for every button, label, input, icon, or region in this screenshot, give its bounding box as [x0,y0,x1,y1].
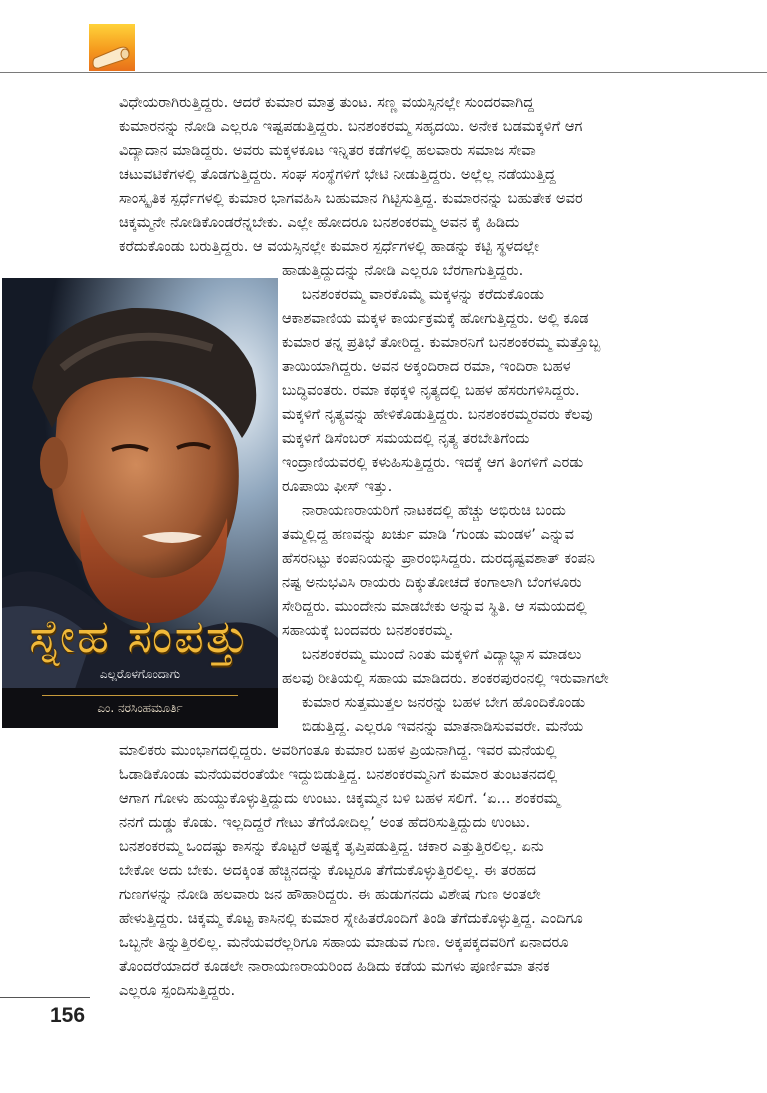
text-line: ಬೇಕೋ ಅದು ಬೇಕು. ಅದಕ್ಕಿಂತ ಹೆಚ್ಚಿನದನ್ನು ಕೊಟ್ಟರೂ ತೆಗೆದುಕೊಳ್ಳುತ್ತಿರಲಿಲ್ಲ. ಈ ತರಹದ [119,862,536,879]
text-line: ಬನಶಂಕರಮ್ಮ ಒಂದಷ್ಟು ಕಾಸನ್ನು ಕೊಟ್ಟರೆ ಅಷ್ಟಕ್ಕೆ ತೃಪ್ತಿಪಡುತ್ತಿದ್ದ. ಚಕಾರ ಎತ್ತುತ್ತಿರಲಿಲ್ಲ. ಏನು [119,838,544,855]
text-line: ತಮ್ಮಲ್ಲಿದ್ದ ಹಣವನ್ನು ಖರ್ಚು ಮಾಡಿ ‘ಗುಂಡು ಮಂಡಳ’ ಎನ್ನುವ [282,526,575,543]
text-line: ಕರೆದುಕೊಂಡು ಬರುತ್ತಿದ್ದರು. ಆ ವಯಸ್ಸಿನಲ್ಲೇ ಕುಮಾರ ಸ್ಪರ್ಧೆಗಳಲ್ಲಿ ಹಾಡನ್ನು ಕಟ್ಟಿ ಸ್ಥಳದಲ್ಲೇ [119,238,540,255]
text-line: ಚಟುವಟಿಕೆಗಳಲ್ಲಿ ತೊಡಗುತ್ತಿದ್ದರು. ಸಂಘ ಸಂಸ್ಥೆಗಳಿಗೆ ಭೇಟಿ ನೀಡುತ್ತಿದ್ದರು. ಅಲ್ಲೆಲ್ಲ ನಡೆಯುತ್ತಿದ್ದ [119,166,556,183]
text-line: ವಿದ್ಯಾದಾನ ಮಾಡಿದ್ದರು. ಅವರು ಮಕ್ಕಳಕೂಟ ಇನ್ನಿತರ ಕಡೆಗಳಲ್ಲಿ ಹಲವಾರು ಸಮಾಜ ಸೇವಾ [119,142,536,159]
text-line: ಬನಶಂಕರಮ್ಮ ವಾರಕೊಮ್ಮೆ ಮಕ್ಕಳನ್ನು ಕರೆದುಕೊಂಡು [302,286,544,303]
cover-author: ಎಂ. ನರಸಿಂಹಮೂರ್ತಿ [97,701,183,715]
footer-rule [0,997,90,998]
text-line: ಸೇರಿದ್ದರು. ಮುಂದೇನು ಮಾಡಬೇಕು ಅನ್ನುವ ಸ್ಥಿತಿ. ಆ ಸಮಯದಲ್ಲಿ [282,598,587,615]
text-line: ಹಾಡುತ್ತಿದ್ದುದನ್ನು ನೋಡಿ ಎಲ್ಲರೂ ಬೆರಗಾಗುತ್ತಿದ್ದರು. [282,262,524,279]
text-line: ಮಕ್ಕಳಿಗೆ ನೃತ್ಯವನ್ನು ಹೇಳಿಕೊಡುತ್ತಿದ್ದರು. ಬನಶಂಕರಮ್ಮರವರು ಕೆಲವು [282,406,593,423]
book-cover-image [2,278,278,728]
text-line: ಕುಮಾರ ಸುತ್ತಮುತ್ತಲ ಜನರನ್ನು ಬಹಳ ಬೇಗ ಹೊಂದಿಕೊಂಡು [302,694,586,711]
text-line: ಎಲ್ಲರೂ ಸ್ಪಂದಿಸುತ್ತಿದ್ದರು. [119,982,236,999]
text-line: ಮಕ್ಕಳಿಗೆ ಡಿಸೆಂಬರ್ ಸಮಯದಲ್ಲಿ ನೃತ್ಯ ತರಬೇತಿಗೆಂದು [282,430,530,447]
text-line: ಚಿಕ್ಕಮ್ಮನೇ ನೋಡಿಕೊಂಡರೆನ್ನಬೇಕು. ಎಲ್ಲೇ ಹೋದರೂ ಬನಶಂಕರಮ್ಮ ಅವನ ಕೈ ಹಿಡಿದು [119,214,520,231]
text-line: ಒಬ್ಬನೇ ತಿನ್ನುತ್ತಿರಲಿಲ್ಲ. ಮನೆಯವರೆಲ್ಲರಿಗೂ ಸಹಾಯ ಮಾಡುವ ಗುಣ. ಅಕ್ಕಪಕ್ಕದವರಿಗೆ ಏನಾದರೂ [119,934,569,951]
text-line: ನನಗೆ ದುಡ್ಡು ಕೊಡು. ಇಲ್ಲದಿದ್ದರೆ ಗೇಟು ತೆಗೆಯೋದಿಲ್ಲ’ ಅಂತ ಹೆದರಿಸುತ್ತಿದ್ದುದು ಉಂಟು. [119,814,531,831]
text-line: ವಿಧೇಯರಾಗಿರುತ್ತಿದ್ದರು. ಆದರೆ ಕುಮಾರ ಮಾತ್ರ ತುಂಟ. ಸಣ್ಣ ವಯಸ್ಸಿನಲ್ಲೇ ಸುಂದರವಾಗಿದ್ದ [119,94,535,111]
text-line: ಹೆಸರನಿಟ್ಟು ಕಂಪನಿಯನ್ನು ಪ್ರಾರಂಭಿಸಿದ್ದರು. ದುರದೃಷ್ಟವಶಾತ್ ಕಂಪನಿ [282,550,595,567]
text-line: ತೊಂದರೆಯಾದರೆ ಕೂಡಲೇ ನಾರಾಯಣರಾಯರಿಂದ ಹಿಡಿದು ಕಡೆಯ ಮಗಳು ಪೂರ್ಣಿಮಾ ತನಕ [119,958,550,975]
text-line: ಹೇಳುತ್ತಿದ್ದರು. ಚಿಕ್ಕಮ್ಮ ಕೊಟ್ಟ ಕಾಸಿನಲ್ಲಿ ಕುಮಾರ ಸ್ನೇಹಿತರೊಂದಿಗೆ ತಿಂಡಿ ತೆಗೆದುಕೊಳ್ಳುತ್ತಿದ್ದ. ಎಂದಿಗೂ [119,910,583,927]
text-line: ಆಕಾಶವಾಣಿಯ ಮಕ್ಕಳ ಕಾರ್ಯಕ್ರಮಕ್ಕೆ ಹೋಗುತ್ತಿದ್ದರು. ಅಲ್ಲಿ ಕೂಡ [282,310,589,327]
page-number: 156 [50,1004,86,1027]
text-line: ಮಾಲಿಕರು ಮುಂಭಾಗದಲ್ಲಿದ್ದರು. ಅವರಿಗಂತೂ ಕುಮಾರ ಬಹಳ ಪ್ರಿಯನಾಗಿದ್ದ. ಇವರ ಮನೆಯಲ್ಲಿ [119,742,557,759]
text-line: ಓಡಾಡಿಕೊಂಡು ಮನೆಯವರಂತೆಯೇ ಇದ್ದುಬಿಡುತ್ತಿದ್ದ. ಬನಶಂಕರಮ್ಮನಿಗೆ ಕುಮಾರ ತುಂಟತನದಲ್ಲಿ [119,766,558,783]
text-line: ಇಂದ್ರಾಣಿಯವರಲ್ಲಿ ಕಳುಹಿಸುತ್ತಿದ್ದರು. ಇದಕ್ಕೆ ಆಗ ತಿಂಗಳಿಗೆ ಎರಡು [282,454,584,471]
text-line: ಸಾಂಸ್ಕೃತಿಕ ಸ್ಪರ್ಧೆಗಳಲ್ಲಿ ಕುಮಾರ ಭಾಗವಹಿಸಿ ಬಹುಮಾನ ಗಿಟ್ಟಿಸುತ್ತಿದ್ದ. ಕುಮಾರನನ್ನು ಬಹುತೇಕ ಅವರ [119,190,583,207]
text-line: ಬುದ್ಧಿವಂತರು. ರಮಾ ಕಥಕ್ಕಳಿ ನೃತ್ಯದಲ್ಲಿ ಬಹಳ ಹೆಸರುಗಳಿಸಿದ್ದರು. [282,382,580,399]
text-line: ಗುಣಗಳನ್ನು ನೋಡಿ ಹಲವಾರು ಜನ ಹೌಹಾರಿದ್ದರು. ಈ ಹುಡುಗನದು ವಿಶೇಷ ಗುಣ ಅಂತಲೇ [119,886,541,903]
text-line: ಕುಮಾರನನ್ನು ನೋಡಿ ಎಲ್ಲರೂ ಇಷ್ಟಪಡುತ್ತಿದ್ದರು. ಬನಶಂಕರಮ್ಮ ಸಹೃದಯಿ. ಅನೇಕ ಬಡಮಕ್ಕಳಿಗೆ ಆಗ [119,118,583,135]
text-line: ಸಹಾಯಕ್ಕೆ ಬಂದವರು ಬನಶಂಕರಮ್ಮ. [282,622,454,639]
text-line: ನಷ್ಟ ಅನುಭವಿಸಿ ರಾಯರು ದಿಕ್ಕುತೋಚದೆ ಕಂಗಾಲಾಗಿ ಬೆಂಗಳೂರು [282,574,582,591]
cover-title: ಸ್ನೇಹ ಸಂಪತ್ತು [29,609,251,663]
text-line: ಬನಶಂಕರಮ್ಮ ಮುಂದೆ ನಿಂತು ಮಕ್ಕಳಿಗೆ ವಿದ್ಯಾಭ್ಯಾಸ ಮಾಡಲು [302,646,582,663]
text-line: ನಾರಾಯಣರಾಯರಿಗೆ ನಾಟಕದಲ್ಲಿ ಹೆಚ್ಚು ಅಭಿರುಚಿ ಬಂದು [302,502,566,519]
text-line: ತಾಯಿಯಾಗಿದ್ದರು. ಅವನ ಅಕ್ಕಂದಿರಾದ ರಮಾ, ಇಂದಿರಾ ಬಹಳ [282,358,571,375]
cover-subtitle: ಎಲ್ಲರೊಳಗೊಂದಾಗು [99,667,181,681]
cover-divider [42,695,238,696]
text-line: ಕುಮಾರ ತನ್ನ ಪ್ರತಿಭೆ ತೋರಿದ್ದ. ಕುಮಾರನಿಗೆ ಬನಶಂಕರಮ್ಮ ಮತ್ತೊಬ್ಬ [282,334,601,351]
text-line: ಬಿಡುತ್ತಿದ್ದ. ಎಲ್ಲರೂ ಇವನನ್ನು ಮಾತನಾಡಿಸುವವರೇ. ಮನೆಯ [302,718,584,735]
text-line: ಆಗಾಗ ಗೋಳು ಹುಯ್ದುಕೊಳ್ಳುತ್ತಿದ್ದುದು ಉಂಟು. ಚಿಕ್ಕಮ್ಮನ ಬಳಿ ಬಹಳ ಸಲಿಗೆ. ‘ಏ... ಶಂಕರಮ್ಮ [119,790,560,807]
text-line: ಹಲವು ರೀತಿಯಲ್ಲಿ ಸಹಾಯ ಮಾಡಿದರು. ಶಂಕರಪುರಂನಲ್ಲಿ ಇರುವಾಗಲೇ [282,670,609,687]
text-line: ರೂಪಾಯಿ ಫೀಸ್ ಇತ್ತು. [282,478,393,495]
